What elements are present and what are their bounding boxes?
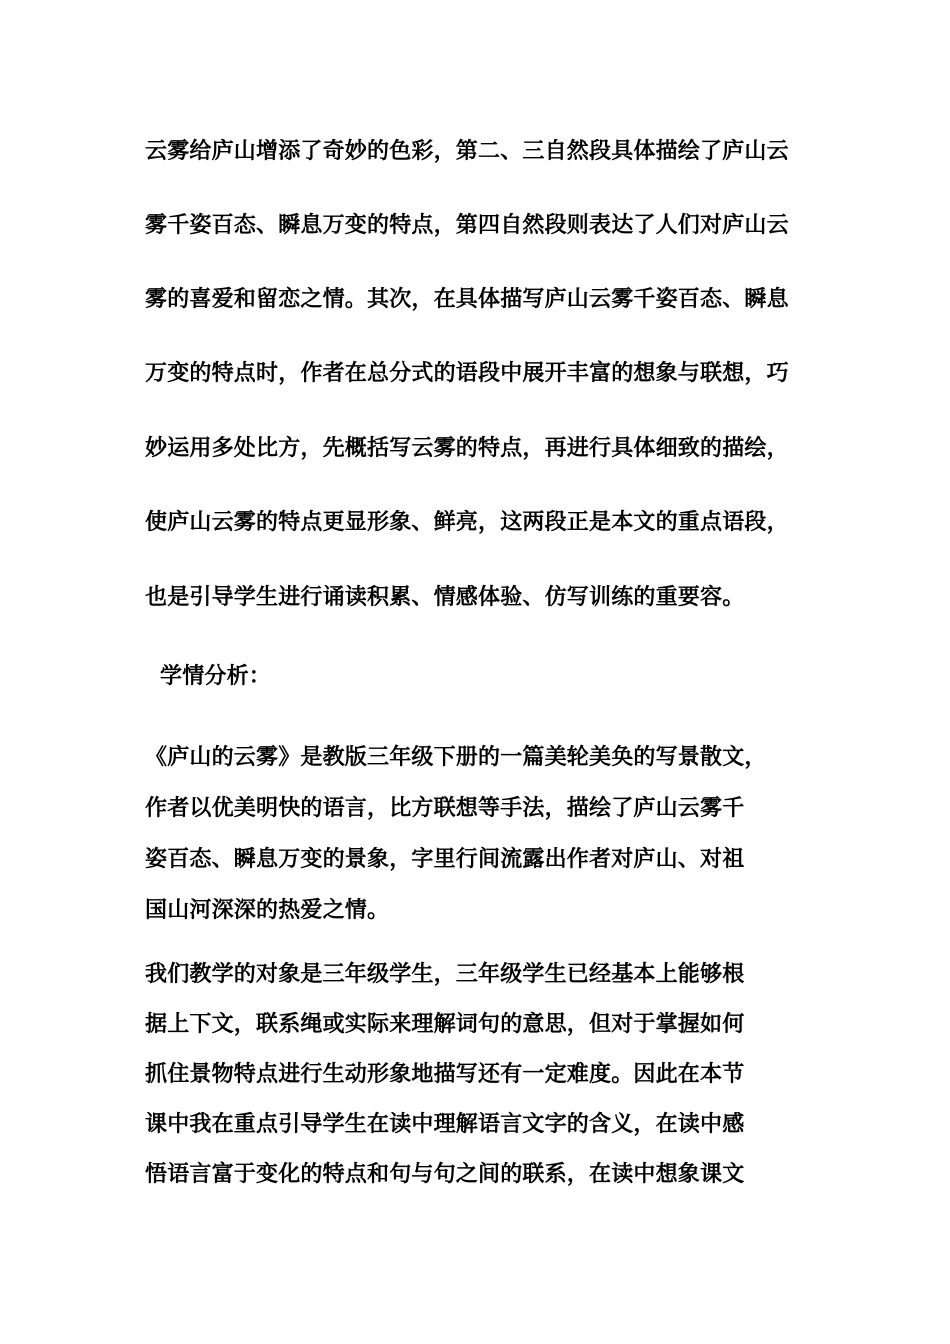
paragraph-1-line-6: 使庐山云雾的特点更显形象、鲜亮，这两段正是本文的重点语段，: [145, 510, 789, 535]
paragraph-1-line-4: 万变的特点时，作者在总分式的语段中展开丰富的想象与联想，巧: [145, 361, 789, 386]
paragraph-3-line-3: 抓住景物特点进行生动形象地描写还有一定难度。因此在本节: [145, 1062, 745, 1087]
paragraph-2-line-3: 姿百态、瞬息万变的景象，字里行间流露出作者对庐山、对祖: [145, 847, 745, 872]
paragraph-2-line-1: 《庐山的云雾》是教版三年级下册的一篇美轮美奂的写景散文，: [145, 745, 767, 770]
paragraph-3-line-1: 我们教学的对象是三年级学生，三年级学生已经基本上能够根: [145, 962, 745, 987]
paragraph-3-line-2: 据上下文，联系绳或实际来理解词句的意思，但对于掌握如何: [145, 1012, 745, 1037]
section-heading: 学情分析：: [160, 664, 272, 689]
paragraph-1-line-2: 雾千姿百态、瞬息万变的特点，第四自然段则表达了人们对庐山云: [145, 213, 789, 238]
paragraph-3-line-5: 悟语言富于变化的特点和句与句之间的联系，在读中想象课文: [145, 1162, 745, 1187]
paragraph-1-line-3: 雾的喜爱和留恋之情。其次，在具体描写庐山云雾千姿百态、瞬息: [145, 287, 789, 312]
paragraph-1-line-7: 也是引导学生进行诵读积累、情感体验、仿写训练的重要容。: [145, 585, 745, 610]
paragraph-2-line-4: 国山河深深的热爱之情。: [145, 898, 390, 923]
paragraph-2-line-2: 作者以优美明快的语言，比方联想等手法，描绘了庐山云雾千: [145, 796, 745, 821]
paragraph-3-line-4: 课中我在重点引导学生在读中理解语言文字的含义，在读中感: [145, 1112, 745, 1137]
paragraph-1-line-5: 妙运用多处比方，先概括写云雾的特点，再进行具体细致的描绘，: [145, 436, 789, 461]
paragraph-1-line-1: 云雾给庐山增添了奇妙的色彩，第二、三自然段具体描绘了庐山云: [145, 139, 789, 164]
